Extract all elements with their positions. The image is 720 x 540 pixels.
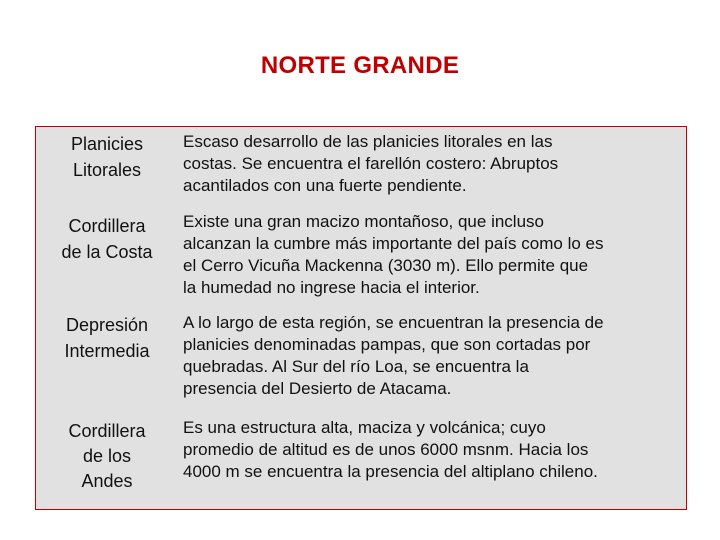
table-row [36,127,686,207]
region-description: Escaso desarrollo de las planicies litorales en las costas. Se encuentra el farellón costero: Abruptos acantilados con una fuerte pendiente. [183,132,559,195]
table-row [36,417,686,509]
page-title: NORTE GRANDE [260,52,460,79]
region-description: A lo largo de esta región, se encuentran la presencia de planicies denominadas pampas, que son cortadas por quebradas. Al Sur del río Loa, se encuentra la presencia del Desierto de Atacama. [183,313,604,398]
region-label: Cordillera de los Andes [68,421,146,491]
region-label: Depresión Intermedia [64,315,150,361]
region-label: Cordillera de la Costa [61,216,153,262]
region-description: Es una estructura alta, maciza y volcánica; cuyo promedio de altitud es de unos 6000 msnm. Hacia los 4000 m se encuentra la presencia del altiplano chileno. [183,418,598,481]
table-row [36,207,686,312]
table-row [36,312,686,417]
regions-table [35,126,687,510]
region-description: Existe una gran macizo montañoso, que incluso alcanzan la cumbre más importante del país como lo es el Cerro Vicuña Mackenna (3030 m). Ello permite que la humedad no ingrese hacia el interior. [183,212,604,297]
region-label: Planicies Litorales [70,134,144,180]
